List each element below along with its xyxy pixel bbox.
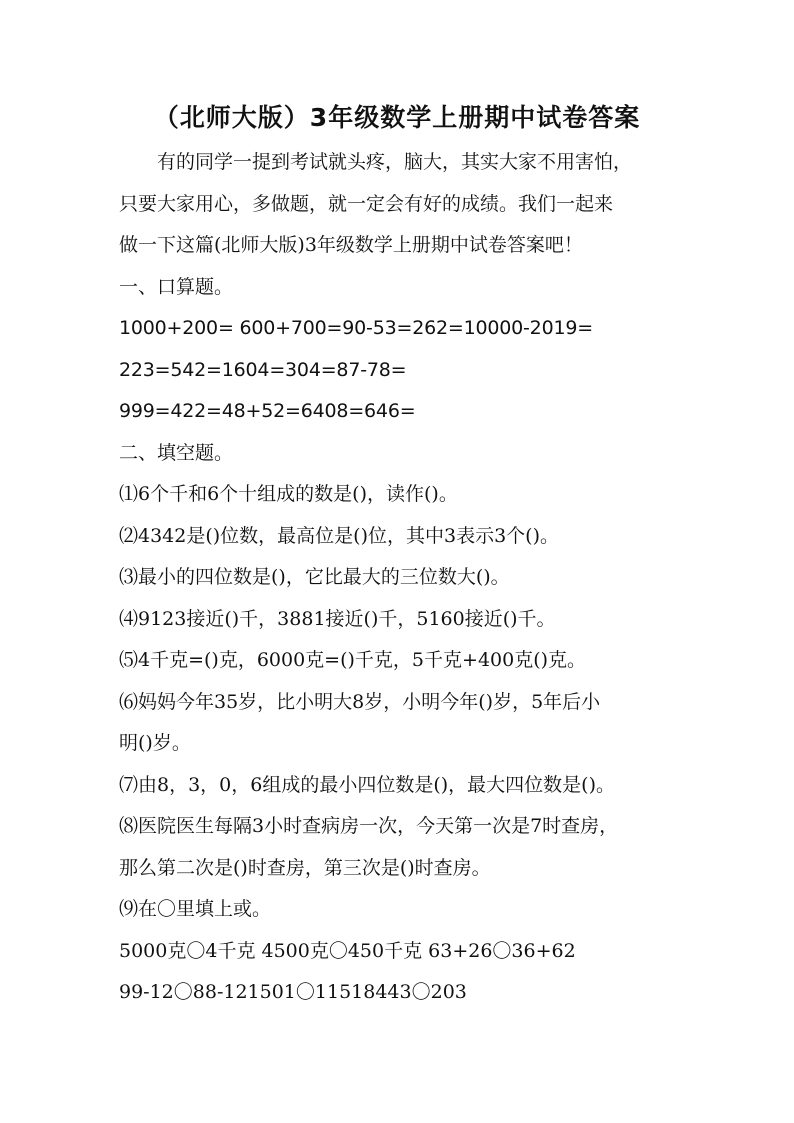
question-8-line-1: ⑻医院医生每隔3小时查病房一次，今天第一次是7时查房， <box>119 815 619 837</box>
section-heading-oral-calculation: 一、口算题。 <box>119 275 234 298</box>
question-9: ⑼在〇里填上或。 <box>119 898 272 920</box>
question-3: ⑶最小的四位数是()，它比最大的三位数大()。 <box>119 566 510 588</box>
document-title: （北师大版）3年级数学上册期中试卷答案 <box>153 103 641 132</box>
document-body <box>119 142 679 1014</box>
section-heading-fill-blanks: 二、填空题。 <box>119 441 234 464</box>
oral-calculation-row-1: 1000+200= 600+700=90-53=262=10000-2019= <box>119 317 593 339</box>
intro-line-3: 做一下这篇(北师大版)3年级数学上册期中试卷答案吧！ <box>119 234 583 256</box>
question-4: ⑷9123接近()千，3881接近()千，5160接近()千。 <box>119 607 556 630</box>
comparison-row-2: 99-12〇88-121501〇11518443〇203 <box>119 981 467 1003</box>
question-6-line-1: ⑹妈妈今年35岁，比小明大8岁，小明今年()岁，5年后小 <box>119 690 601 713</box>
question-2: ⑵4342是()位数，最高位是()位，其中3表示3个()。 <box>119 524 560 547</box>
question-5: ⑸4千克=()克，6000克=()千克，5千克+400克()克。 <box>119 649 587 671</box>
intro-line-2: 只要大家用心，多做题，就一定会有好的成绩。我们一起来 <box>119 192 614 215</box>
question-7: ⑺由8，3，0，6组成的最小四位数是()，最大四位数是()。 <box>119 773 616 796</box>
comparison-row-1: 5000克〇4千克 4500克〇450千克 63+26〇36+62 <box>119 939 576 962</box>
question-6-line-2: 明()岁。 <box>119 732 191 754</box>
question-8-line-2: 那么第二次是()时查房，第三次是()时查房。 <box>119 856 491 879</box>
oral-calculation-row-3: 999=422=48+52=6408=646= <box>119 400 416 422</box>
question-1: ⑴6个千和6个十组成的数是()，读作()。 <box>119 483 458 505</box>
intro-line-1: 有的同学一提到考试就头疼，脑大，其实大家不用害怕， <box>157 151 633 173</box>
oral-calculation-row-2: 223=542=1604=304=87-78= <box>119 358 407 381</box>
